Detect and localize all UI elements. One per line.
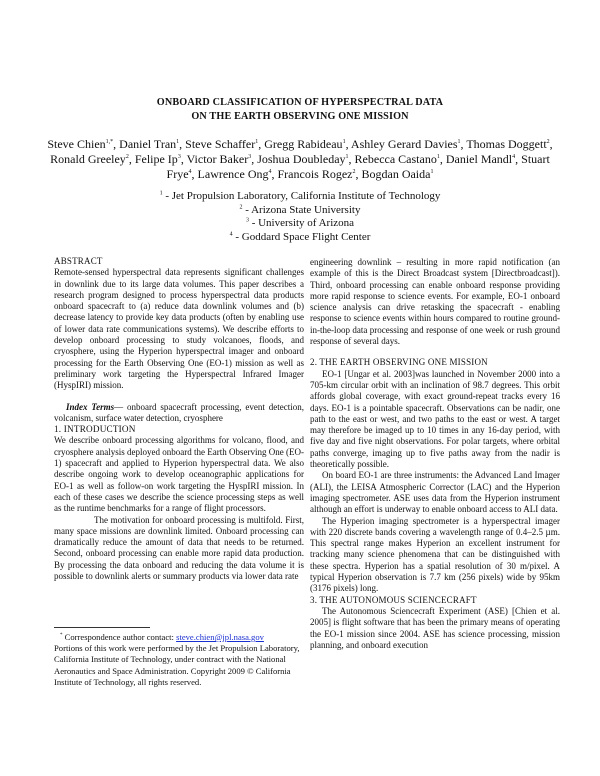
title-line-2: ON THE EARTH OBSERVING ONE MISSION [191, 110, 409, 122]
author-name: Ashley Gerard Davies [350, 137, 458, 151]
affiliation-text: - Arizona State University [242, 203, 361, 216]
eo1-paragraph-2: On board EO-1 are three instruments: the Advanced Land Imager (ALI), the LEISA Atmospheric Corrector (LAC) and the Hyperion imaging spectrometer. ASE uses data from the Hyperion instrument although an effort is underway to enable onboard access to ALI data. [310, 470, 560, 515]
affiliation-mark: 1 [430, 169, 434, 175]
affiliation-text: - University of Arizona [248, 217, 355, 230]
author-separator: , [191, 167, 198, 181]
affiliation-mark: 1 [345, 154, 349, 160]
introduction-paragraph-1: We describe onboard processing algorithms for volcano, flood, and cryosphere analysis deployed onboard the Earth Observing One (EO-1) spacecraft and applied to Hyperion hyperspectral data. We also describe ongoing work to develop oceanographic applications for EO-1 as well as follow-on work targeting the HyspIRI mission. In each of these cases we describe the science processing steps as well as the runtime benchmarks for a range of flight processors. [54, 435, 304, 514]
affiliation-text: - Goddard Space Flight Center [232, 230, 371, 243]
author-separator: , [549, 137, 553, 151]
affiliation-line [0, 217, 600, 231]
affiliation-number: 4 [229, 231, 233, 238]
author [278, 167, 362, 181]
author-separator: , [515, 152, 522, 166]
footnote-rule [54, 627, 150, 628]
author-name: Victor Baker [186, 152, 249, 166]
author-name: Steve Chien [47, 137, 106, 151]
author-list [40, 137, 560, 182]
ase-paragraph-1: The Autonomous Sciencecraft Experiment (ASE) [Chien et al. 2005] is flight software that has been the primary means of operating the EO-1 mission since 2004. ASE has science processing, mission planning, and onboard execution [310, 605, 560, 650]
author-name: Gregg Rabideau [264, 137, 343, 151]
eo1-paragraph-1: EO-1 [Ungar et al. 2003]was launched in November 2000 into a 705-km circular orbit with an inclination of 98.7 degrees. This orbit affords global coverage, with exact ground-repeat tracks every 16 days. EO-1 is a pointable spacecraft. Observations can be nadir, one path to the east or west, and two paths to the east or west. A target may therefore be imaged up to 10 times in any 16-day period, with five day and five night observations. For polar targets, where orbital paths converge, imaging up to five paths away from the nadir is theoretically possible. [310, 368, 560, 470]
affiliation-mark: 3 [248, 154, 252, 160]
introduction-heading: 1. INTRODUCTION [54, 424, 136, 435]
eo1-paragraph-3: The Hyperion imaging spectrometer is a hyperspectral imager with 220 discrete bands covering a wavelength range of 0.4–2.5 µm. This spectral range makes Hyperion an excellent instrument for tracking many science phenomena that can be distinguished with these spectra. Hyperion has a spatial resolution of 30 m/pixel. A typical Hyperion observation is 7.7 km (256 pixels) wide by 95km (3176 pixels) long. [310, 515, 560, 594]
author-name: Daniel Mandl [445, 152, 513, 166]
affiliation-number: 3 [245, 217, 249, 224]
author-separator: , [439, 152, 446, 166]
abstract-heading: ABSTRACT [54, 256, 103, 266]
author [355, 152, 446, 166]
author [361, 167, 433, 181]
affiliation-text: - Jet Propulsion Laboratory, California Institute of Technology [162, 190, 441, 202]
right-column [310, 257, 560, 651]
affiliation-mark: 3 [177, 154, 181, 160]
author-name: Stuart Frye [166, 152, 550, 181]
ase-heading: 3. THE AUTONOMOUS SCIENCECRAFT [310, 594, 477, 605]
affiliation-mark: 4 [268, 169, 272, 175]
affiliation-mark: 1 [176, 139, 180, 145]
author-separator: , [113, 137, 120, 151]
affiliation-mark: 2 [352, 169, 356, 175]
author-name: Thomas Doggett [466, 137, 547, 151]
author [198, 167, 278, 181]
author-name: Francois Rogez [277, 167, 353, 181]
title-line-1: ONBOARD CLASSIFICATION OF HYPERSPECTRAL DATA [156, 97, 444, 108]
author [351, 137, 466, 151]
eo1-heading: 2. THE EARTH OBSERVING ONE MISSION [310, 357, 488, 368]
author-name: Ronald Greeley [50, 152, 126, 166]
affiliation-mark: 1 [457, 139, 461, 145]
affiliation-line [0, 190, 600, 204]
index-terms-label: Index Terms [66, 401, 115, 412]
affiliations [0, 190, 600, 244]
author-separator: , [460, 137, 467, 151]
author [187, 152, 258, 166]
author [466, 137, 552, 151]
left-column [54, 256, 304, 582]
affiliation-line [0, 231, 600, 245]
introduction-paragraph-2: The motivation for onboard processing is multifold. First, many space missions are downlink limited. Onboard processing can dramatically reduce the amount of data that needs to be returned. Second, onboard processing can enable more rapid data production. By processing the data onboard and reducing the data volume it is possible to downlink alerts or summary products via lower data rate [54, 514, 304, 582]
email-link[interactable]: steve.chien@jpl.nasa.gov [176, 632, 264, 642]
affiliation-number: 1 [159, 190, 163, 197]
footnote-mark: * [60, 633, 63, 639]
author [135, 152, 187, 166]
author [264, 137, 351, 151]
affiliation-mark: 2 [546, 139, 550, 145]
footnote [54, 632, 300, 688]
author-separator: , [179, 137, 186, 151]
affiliation-number: 2 [239, 203, 243, 210]
affiliation-mark: 2 [125, 154, 129, 160]
author-name: Rebecca Castano [354, 152, 437, 166]
index-terms-text: — onboard spacecraft processing, event detection, volcanism, surface water detection, cryosphere [54, 401, 304, 423]
author-name: Steve Schaffer [185, 137, 256, 151]
author [50, 152, 135, 166]
author [119, 137, 185, 151]
author-separator: , [180, 152, 187, 166]
index-terms [54, 402, 304, 425]
paper-title [0, 96, 600, 123]
affiliation-line [0, 204, 600, 218]
author-name: Joshua Doubleday [257, 152, 346, 166]
affiliation-mark: 1 [436, 154, 440, 160]
author [47, 137, 119, 151]
footnote-text: Portions of this work were performed by the Jet Propulsion Laboratory, California Institute of Technology, under contract with the National Aeronautics and Space Administration. Copyright 2009 © California Institute of Technology, all rights reserved. [54, 643, 300, 687]
author [257, 152, 354, 166]
affiliation-mark: 4 [512, 154, 516, 160]
author-name: Felipe Ip [134, 152, 178, 166]
author-separator: , [355, 167, 362, 181]
author-separator: , [128, 152, 135, 166]
affiliation-mark: 1 [255, 139, 259, 145]
author-separator: , [345, 137, 351, 151]
author-name: Daniel Tran [119, 137, 177, 151]
author [446, 152, 521, 166]
abstract-body: Remote-sensed hyperspectral data represents significant challenges in downlink due to its large data volumes. This paper describes a research program designed to process hyperspectral data products onboard spacecraft to (a) reduce data downlink volumes and (b) decrease latency to provide key data products (often by enabling use of lower data rate communications systems). We describe efforts to develop onboard processing to study volcanoes, floods, and cryosphere, using the Hyperion hyperspectral imager and onboard processing for the Earth Observing One (EO-1) mission as well as preliminary work targeting the Hyperspectral Infrared Imager (HyspIRI) mission. [54, 267, 304, 391]
author-name: Lawrence Ong [197, 167, 269, 181]
affiliation-mark: 1 [342, 139, 346, 145]
author [185, 137, 264, 151]
footnote-prefix: Correspondence author contact: [62, 632, 177, 642]
author-separator: , [258, 137, 265, 151]
author-separator: , [251, 152, 258, 166]
affiliation-mark: 4 [188, 169, 192, 175]
author-separator: , [348, 152, 355, 166]
author-name: Bogdan Oaida [361, 167, 431, 181]
footnote-contact [54, 632, 300, 643]
author-separator: , [271, 167, 278, 181]
introduction-continued: engineering downlink – resulting in more rapid notification (an example of this is the Direct Broadcast system [Directbroadcast]). Third, onboard processing can enable onboard response providing more rapid response to science events. For example, EO-1 onboard science analysis can drive retasking the spacecraft - enabling response to science events within hours compared to routine ground-in-the-loop data processing and response of one week or rush ground response of several days. [310, 257, 560, 347]
affiliation-mark: 1,* [105, 139, 114, 145]
